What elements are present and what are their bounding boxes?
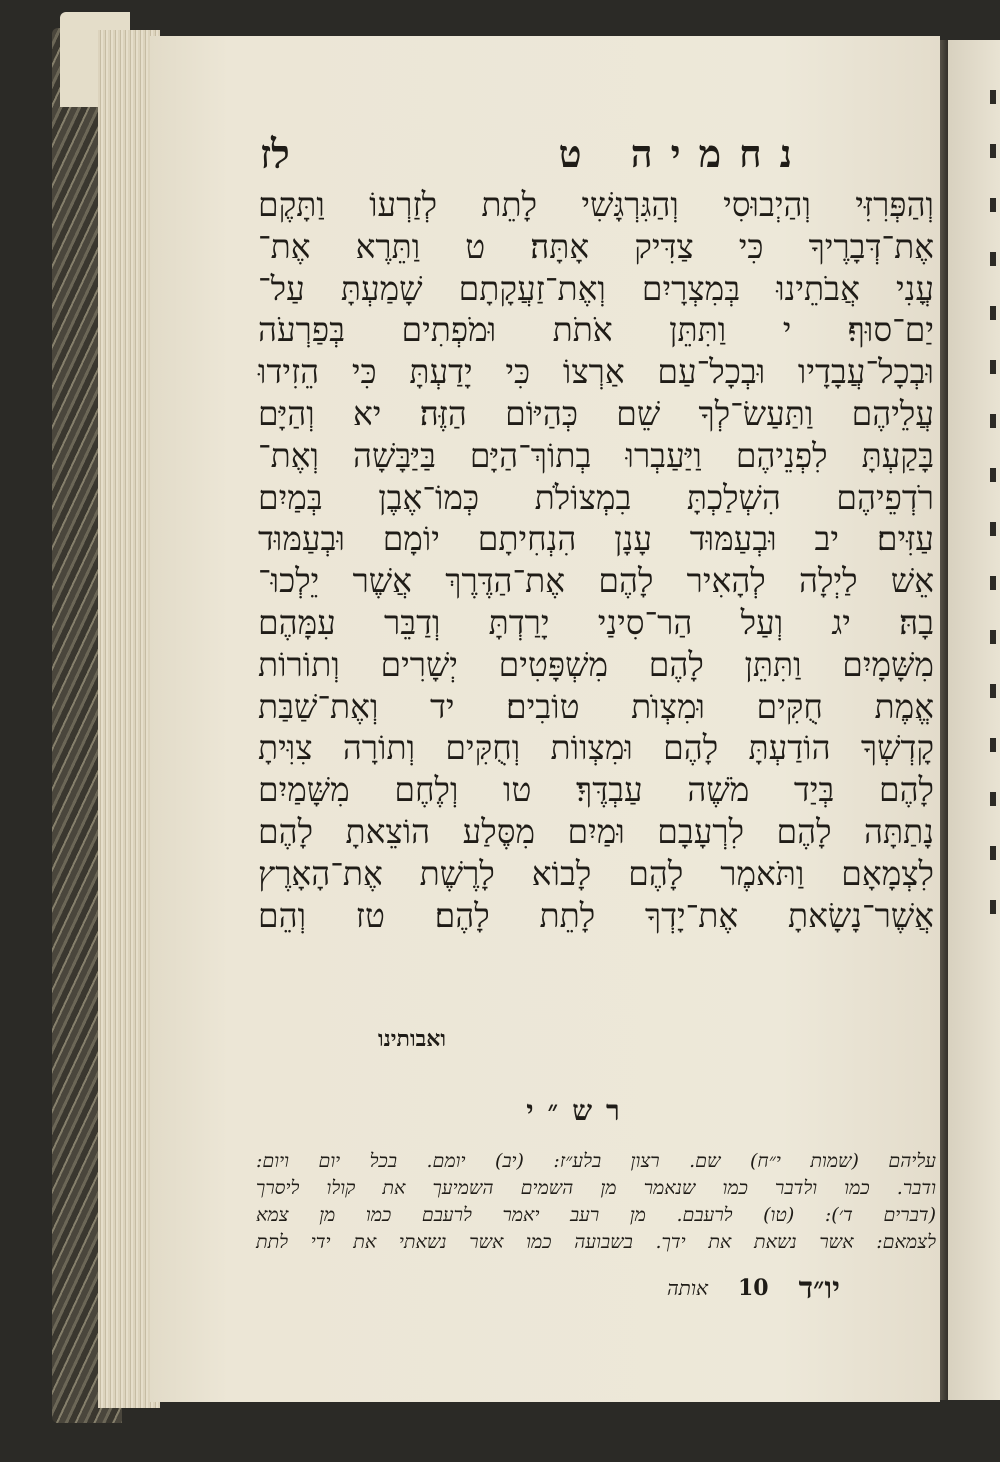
text-line: אֶת־דְּבָרֶיךָ כִּי צַדִּיק אָתָּה׃ ט וַתֵּרֶא אֶת־ xyxy=(258,226,934,266)
text-line: אֵשׁ לַיְלָה לְהָאִיר לָהֶם אֶת־הַדֶּרֶךְ אֲשֶׁר יֵלְכוּ־ xyxy=(258,561,934,601)
main-text xyxy=(258,184,934,936)
text-line: רֹדְפֵיהֶם הִשְׁלַכְתָּ בִמְצוֹלֹת כְּמוֹ־אֶבֶן בְּמַיִם xyxy=(258,477,934,517)
signature-number: 10 xyxy=(738,1275,769,1301)
facing-page-text-fragments xyxy=(990,90,998,990)
text-line: אֱמֶת חֻקִּים וּמִצְוֺת טוֹבִים׃ יד וְאֶת־שַׁבַּת xyxy=(258,686,934,726)
book-page xyxy=(150,36,940,1402)
text-line: עַזִּים׃ יב וּבְעַמּוּד עָנָן הִנְחִיתָם יוֹמָם וּבְעַמּוּד xyxy=(258,519,934,559)
text-line: לִצְמָאָם וַתֹּאמֶר לָהֶם לָבוֹא לָרֶשֶׁת אֶת־הָאָרֶץ xyxy=(258,853,934,893)
commentary-line: (דברים ד׳): (טו) לרעבם. מן רעב יאמר לרעבם כמו מן צמא xyxy=(256,1204,936,1226)
text-line: בָּקַעְתָּ לִפְנֵיהֶם וַיַּעַבְרוּ בְתוֹךְ־הַיָּם בַּיַּבָּשָׁה וְאֶת־ xyxy=(258,435,934,475)
text-line: וּבְכָל־עֲבָדָיו וּבְכָל־עַם אַרְצוֹ כִּי יָדַעְתָּ כִּי הֵזִידוּ xyxy=(258,352,934,392)
running-header xyxy=(250,124,850,184)
text-line: וְהַפְּרִזִּי וְהַיְבוּסִי וְהַגִּרְגָּשִׁי לָתֵת לְזַרְעוֹ וַתָּקֶם xyxy=(258,185,934,224)
text-line: בָהּ׃ יג וְעַל הַר־סִינַי יָרַדְתָּ וְדַבֵּר עִמָּהֶם xyxy=(258,602,934,642)
text-line: יַם־סוּף׃ י וַתִּתֵּן אֹתֹת וּמֹפְתִים בְּפַרְעֹה xyxy=(258,310,934,350)
page-footer xyxy=(340,1268,840,1308)
commentary-heading: רש״י xyxy=(526,1094,634,1127)
text-line: מִשָּׁמָיִם וַתִּתֵּן לָהֶם מִשְׁפָּטִים יְשָׁרִים וְתוֹרוֹת xyxy=(258,644,934,684)
text-line: עֳנִי אֲבֹתֵינוּ בְּמִצְרָיִם וְאֶת־זַעֲקָתָם שָׁמַעְתָּ עַל־ xyxy=(258,268,934,308)
commentary-line: עליהם (שמות י״ח) שם. רצון בלע״ז: (יב) יומם. בכל יום ויום: xyxy=(256,1150,936,1172)
running-title: נחמיה ט xyxy=(558,131,810,176)
commentary-text xyxy=(256,1148,936,1256)
commentary-line: ודבר. כמו ולדבר כמו שנאמר מן השמים השמיעך את קולו ליסרך xyxy=(256,1177,936,1199)
text-line: לָהֶם בְּיַד מֹשֶׁה עַבְדֶּךָ׃ טו וְלֶחֶם מִשָּׁמַיִם xyxy=(258,770,934,810)
commentary-line: לצמאם: אשר נשאת את ידך. בשבועה כמו אשר נשאתי את ידי לתת xyxy=(256,1231,936,1253)
text-line: עֲלֵיהֶם וַתַּעַשׂ־לְךָ שֵׁם כְּהַיּוֹם הַזֶּה׃ יא וְהַיָּם xyxy=(258,393,934,433)
catchword: ואבותינו xyxy=(378,1026,446,1052)
text-line: קָדְשְׁךָ הוֹדַעְתָּ לָהֶם וּמִצְווֹת וְחֻקִּים וְתוֹרָה צִוִּיתָ xyxy=(258,728,934,768)
footer-catchword: אותה xyxy=(666,1275,708,1300)
text-line: אֲשֶׁר־נָשָׂאתָ אֶת־יָדְךָ לָתֵת לָהֶם׃ טז וְהֵם xyxy=(258,895,934,935)
signature-mark: יו״ד xyxy=(798,1270,840,1306)
leaf-number: לז xyxy=(260,130,290,178)
text-line: נָתַתָּה לָהֶם לִרְעָבָם וּמַיִם מִסֶּלַע הוֹצֵאתָ לָהֶם xyxy=(258,811,934,851)
